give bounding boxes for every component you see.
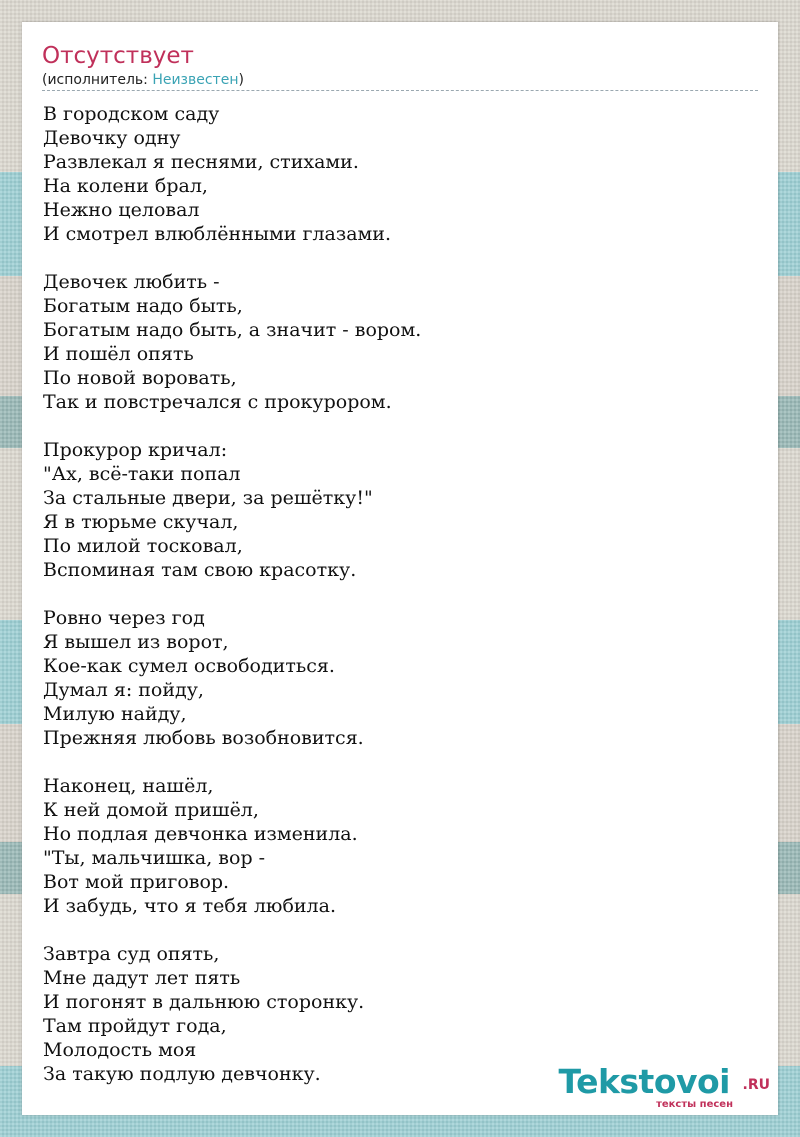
lyrics-line: Вспоминая там свою красотку.	[43, 559, 357, 581]
lyrics-line: Девочек любить -	[43, 271, 220, 293]
lyrics-line: И пошёл опять	[43, 343, 194, 365]
lyrics-stanza	[43, 774, 758, 918]
lyrics-line: Но подлая девчонка изменила.	[43, 823, 358, 845]
lyrics-line: Ровно через год	[43, 607, 205, 629]
lyrics-line: На колени брал,	[43, 175, 208, 197]
logo-tld: .RU	[742, 1077, 770, 1093]
lyrics-line: За такую подлую девчонку.	[43, 1063, 321, 1085]
lyrics-line: Завтра суд опять,	[43, 943, 220, 965]
title-divider	[42, 90, 758, 91]
lyrics-line: По новой воровать,	[43, 367, 237, 389]
lyrics-line: Я в тюрьме скучал,	[43, 511, 239, 533]
lyrics-line: Я вышел из ворот,	[43, 631, 229, 653]
lyrics-line: Милую найду,	[43, 703, 187, 725]
lyrics-line: За стальные двери, за решётку!"	[43, 487, 373, 509]
lyrics-line: Думал я: пойду,	[43, 679, 204, 701]
lyrics-line: Молодость моя	[43, 1039, 197, 1061]
lyrics-line: Вот мой приговор.	[43, 871, 230, 893]
performer-line	[42, 71, 244, 89]
performer-prefix: (исполнитель:	[42, 72, 153, 88]
lyrics-line: Там пройдут года,	[43, 1015, 227, 1037]
lyrics-line: Развлекал я песнями, стихами.	[43, 151, 359, 173]
lyrics-stanza	[43, 102, 758, 246]
performer-link[interactable]: Неизвестен	[152, 72, 239, 88]
lyrics-line: И погонят в дальнюю сторонку.	[43, 991, 365, 1013]
song-title: Отсутствует	[42, 43, 194, 69]
lyrics-line: К ней домой пришёл,	[43, 799, 259, 821]
lyrics-line: И забудь, что я тебя любила.	[43, 895, 336, 917]
lyrics-line: Богатым надо быть, а значит - вором.	[43, 319, 422, 341]
lyrics-stanza	[43, 438, 758, 582]
lyrics-line: Кое-как сумел освободиться.	[43, 655, 335, 677]
lyrics-line: Так и повстречался с прокурором.	[43, 391, 392, 413]
lyrics-line: "Ты, мальчишка, вор -	[43, 847, 266, 869]
lyrics-line: Нежно целовал	[43, 199, 200, 221]
lyrics-line: Богатым надо быть,	[43, 295, 243, 317]
lyrics-text	[43, 102, 758, 1110]
lyrics-stanza	[43, 270, 758, 414]
lyrics-line: Прежняя любовь возобновится.	[43, 727, 364, 749]
lyrics-line: Девочку одну	[43, 127, 181, 149]
site-logo[interactable]	[560, 1063, 770, 1111]
lyrics-card	[22, 22, 778, 1115]
lyrics-line: "Ах, всё-таки попал	[43, 463, 241, 485]
lyrics-line: По милой тосковал,	[43, 535, 243, 557]
lyrics-stanza	[43, 606, 758, 750]
lyrics-line: В городском саду	[43, 103, 220, 125]
logo-tagline: тексты песен	[656, 1099, 733, 1110]
lyrics-line: Прокурор кричал:	[43, 439, 228, 461]
performer-suffix: )	[238, 72, 244, 88]
lyrics-line: Мне дадут лет пять	[43, 967, 241, 989]
lyrics-line: Наконец, нашёл,	[43, 775, 214, 797]
logo-brand: Tekstovoi	[558, 1062, 730, 1101]
lyrics-line: И смотрел влюблёнными глазами.	[43, 223, 392, 245]
